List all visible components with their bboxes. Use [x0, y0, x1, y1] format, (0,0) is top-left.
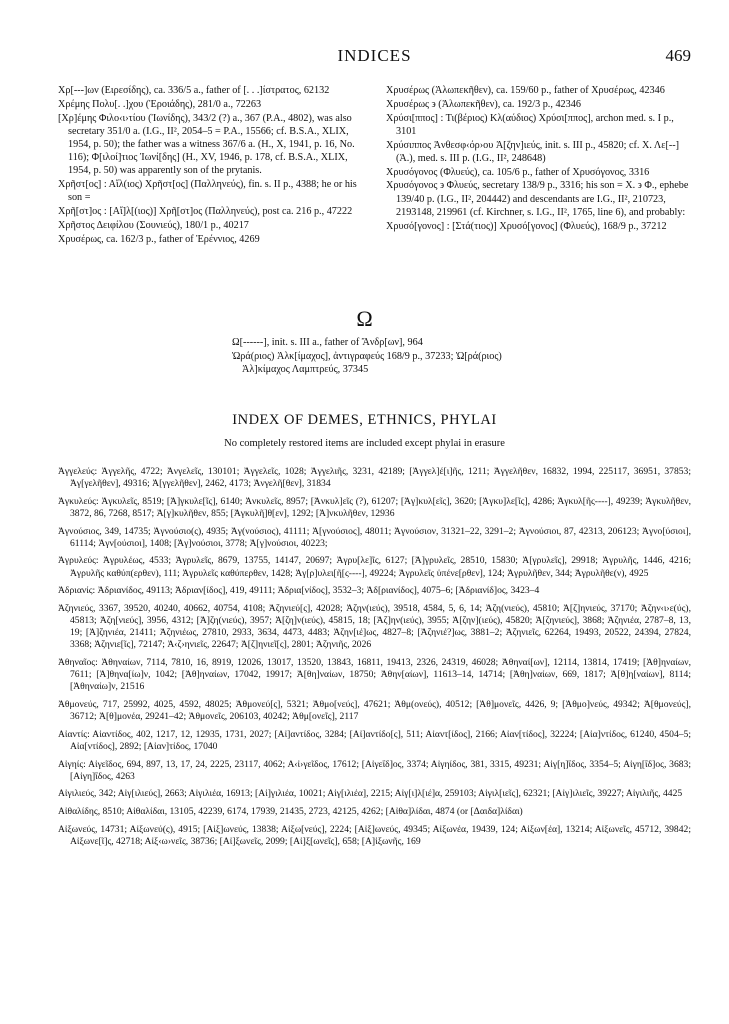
deme-entry: Ἀγρυλεύς: Ἀγρυλέως, 4533; Ἀγρυλεῖς, 8679, 13755, 14147, 20697; Ἀγρυ[λε]ῖς, 6127; [Ἀ]γρυλεῖς, 28510, 15830; Ἀ[γρυλεῖς], 29918; Ἀγρυλῆς, 1446, 4216; Ἀγρυλῆς καθύπ(ερθεν), 111; Ἀγρυλεῖς καθύπερθεν, 1428; Ἀγ[ρ]υλει[ῆ[ς----], 49224; Ἀγρυλεῖς ὑπένε[ρθεν], 124; Ἀγρυλῆθεν, 344; Ἀγρυλῆθε(ν), 4925 — [58, 555, 691, 579]
deme-entry: Ἀδριανίς: Ἀδριανίδος, 49113; Ἀδριαν[ίδος], 419, 49111; Ἀδρια[νίδος], 3532–3; Ἀδ[ριανίδος], 4075–6; [Ἀδριανίδ]ος, 3423–4 — [58, 585, 540, 597]
demes-index — [58, 466, 691, 853]
deme-entry: Ἀγγελεύς: Ἀγγελῆς, 4722; Ἀνγελεῖς, 130101; Ἀγγελεῖς, 1028; Ἀγγελιῆς, 3231, 42189; [Ἀγγελ]έ[ι]ῆς, 1211; Ἀγγελῆθεν, 16832, 1994, 225117, 36951, 37853; Ἀγ[γελῆθεν], 49316; Ἀ[γγελῆθεν], 2462, 4173; Ἀνγελῆ[θεν], 31834 — [58, 466, 691, 490]
deme-entry: Ἀθηναῖος: Ἀθηναίων, 7114, 7810, 16, 8919, 12026, 13017, 13520, 13843, 16811, 19413, 2326, 24319, 46028; Ἀθηναί[ων], 12114, 13814, 17419; [Ἀθ]ηναίων, 7611; [Ἀ]θηνα[ίω]ν, 1042; [Ἀθ]ηναίων, 17042, 19917; Ἀ[θη]ναίων, 18750; Ἀθην[αίων], 11613–14, 14714; [Ἀθη]ναίων, 669, 1817; Ἀ[θ]η[ναίων], 8114; [Ἀθηναίω]ν, 21516 — [58, 656, 691, 693]
index-entry: Χρυσέρως ϶ (Ἀλωπεκῆθεν), ca. 192/3 p., 42346 — [386, 98, 581, 110]
section-subtitle: No completely restored items are included except phylai in erasure — [224, 438, 505, 449]
left-column — [58, 84, 363, 296]
index-entry: Χρύσιππος Ἀνθεσφ‹όρ›ου Ἀ[ζην]ιεύς, init. s. III p., 45820; cf. Χ. Λε[--] (Ἀ.), med. s. III p. (I.G., II², 248648) — [386, 139, 680, 164]
index-entry: Χρύσι[ππος] : Τι(βέριος) Κλ(αύδιος) Χρύσι[ππος], archon med. s. I p., 3101 — [386, 112, 674, 137]
index-entry: Χρυσόγονος ϶ Φλυεύς, secretary 138/9 p., 3316; his son = Χ. ϶ Φ., ephebe 139/40 p. (I.G., II², 204442) and descendants are I.G., II², 210723, 2193148, 219961 (cf. Kirchner, s. I.G., II², 1765, line 6), and probably: — [386, 180, 689, 218]
deme-entry: Αἰγηίς: Αἰγεῖδος, 694, 897, 13, 17, 24, 2225, 23117, 4062; Α‹ἰ›γεῖδος, 17612; [Αἰγεΐδ]ος, 3374; Αἰγηίδος, 381, 3315, 49231; Αἰγ[η]ΐδος, 3354–5; Αἰγη[ΐδ]ος, 3683; [Αἰγη]ΐδος, 4263 — [58, 758, 691, 782]
index-entry: [Χρ]έμης Φιλο‹ι›τίου (Ἰωνίδης), 343/2 (?) a., 367 (P.A., 4802), was also secretary 351/0 a. (I.G., II², 2054–5 = P.A., 15566; cf. B.S.A., XLIX, 1954, p. 50); the father was a witness 367/6 a. (H., X, 1941, p. 16, No. 116); Φ[ιλοί]τιος Ἰωνί[δης] (H., XV, 1946, p. 178, cf. B.S.A., XLIX, 1954, p. 50) was apparently son of the prytanis. — [58, 112, 355, 177]
index-entry: Χρῆ[στ]ος : [Αἴ]λ[(ιος)] Χρῆ[στ]ος (Παλληνεύς), post ca. 216 p., 47222 — [58, 206, 353, 218]
deme-entry: Ἀγκυλεύς: Ἀγκυλεῖς, 8519; [Ἀ]γκυλε[ῖς], 6140; Ἀνκυλεῖς, 8957; [Ἀνκυλ]εῖς (?), 61207; [Ἀγ]κυλ[εῖς], 3620; [Ἀγκυ]λε[ῖς], 4286; Ἀγκυλ[ῆς----], 49239; Ἀγκυλῆθεν, 3872, 86, 7268, 8517; Ἀ[γ]κυλῆθεν, 855; [Ἀγκυλῆ]θ[εν], 1292; [Ἀ]νκυλῆθεν, 12936 — [58, 495, 691, 519]
index-entry: Χρυσέρως (Ἀλωπεκῆθεν), ca. 159/60 p., father of Χρυσέρως, 42346 — [386, 85, 665, 96]
page-header — [58, 46, 691, 74]
deme-entry: Αἰαντίς: Αἰαντίδος, 402, 1217, 12, 12935, 1731, 2027; [Αἰ]αντίδος, 3284; [Αἰ]αντίδο[ς], 511; Αἰαντ[ίδος], 2166; Αἰαν[τίδος], 32224; [Αἰα]ντίδος, 61240, 4504–5; Αἰα[ντίδος], 2892; [Αἰαν]τίδος, 17040 — [58, 728, 691, 752]
deme-entry: Αἰθαλίδης, 8510; Αἰθαλίδαι, 13105, 42239, 6174, 17939, 21435, 2723, 42125, 4262; [Αἰθα]λίδαι, 4874 (or [Δαιδα]λίδαι) — [58, 805, 523, 817]
omega-letter-heading: Ω — [356, 306, 373, 331]
index-entry: Χρέμης Πολυ[. .]χου (Ἐροιάδης), 281/0 a., 72263 — [58, 98, 262, 110]
deme-entry: Ἀθμονεύς, 717, 25992, 4025, 4592, 48025; Ἀθμονεύ[ς], 5321; Ἀθμο[νεύς], 47621; Ἀθμ(ονεύς), 40512; [Ἀθ]μονεῖς, 4426, 9; [Ἀθμο]νεύς, 49342; Ἀ[θμονεύς], 36712; Ἀ[θ]μονέα, 29241–42; Ἀθμονεῖς, 206103, 40242; Ἀθμ[ονεῖς], 2117 — [58, 698, 691, 723]
index-entry: Ω[------], init. s. III a., father of Ἄνδρ[ων], 964 — [232, 337, 423, 348]
running-head: INDICES — [337, 46, 412, 65]
page-number: 469 — [665, 46, 691, 65]
index-entry: Χρῆστ[ος] : Αἴλ(ιος) Χρῆστ[ος] (Παλληνεύς), fin. s. II p., 4388; he or his son = — [58, 179, 357, 204]
section-title: INDEX OF DEMES, ETHNICS, PHYLAI — [232, 412, 497, 428]
two-column-index — [58, 84, 691, 296]
index-entry: Ὡρά(ριος) Ἀλκ[ίμαχος], ἀντιγραφεύς 168/9 p., 37233; Ὡ[ρά(ριος) Ἀλ]κίμαχος Λαμπτρεύς, 37345 — [232, 350, 502, 375]
deme-entry: Αἰγιλιεύς, 342; Αἰγ[ιλιεύς], 2663; Αἰγιλιέα, 16913; [Αἰ]γιλιέα, 10021; Αἰγ[ιλιέα], 2215; Αἰγ[ι]λ[ιέ]α, 259103; Αἰγιλ[ιεῖς], 62321; [Αἰγ]ιλιεῖς, 39227; Αἰγιλιῆς, 4425 — [58, 788, 683, 800]
deme-entry: Ἀζηνιεύς, 3367, 39520, 40240, 40662, 40754, 4108; Ἀζηνιεύ[ς], 42028; Ἀζην(ιεύς), 39518, 4584, 5, 6, 14; Ἀζη(νιεύς), 45810; Ἀ[ζ]ηνιεύς, 37170; Ἀζην‹ι›ε(ύς), 45813; Ἀζη[νιεύς], 3956, 4312; [Ἀ]ζη(νιεύς), 3957; Ἀ[ζη]ν(ιεύς), 45815, 18; [Ἀζ]ην(ιεύς), 3955; Ἀ[ζην](ιεύς), 45820; Ἀ[ζηνιεύς], 3868; Ἀζηνιέα, 2787–8, 13, 19; [Ἀ]ζηνιέα, 21411; Ἀζηνιέως, 27810, 2933, 3634, 4473, 4483; Ἀζην[ιέ]ως, 4827–8; [Ἀζηνιέ?]ως, 3881–2; Ἀζηνιεῖς, 62264, 19493, 20522, 24394, 27824, 3368; Ἀζηνιε[ῖς], 72147; Ἀ‹ζ›ηνιεῖς, 22647; Ἀ[ζ]ηνιεῖ[ς], 2801; Ἀζηνιῆς, 2026 — [58, 602, 691, 651]
index-entry: Χρυσό[γονος] : [Στά(τιος)] Χρυσό[γονος] (Φλυεύς), 168/9 p., 37212 — [386, 220, 667, 232]
index-entry: Χρ[---]ων (Ειρεσίδης), ca. 336/5 a., father of [. . .]ίστρατος, 62132 — [58, 85, 330, 96]
index-entry: Χρυσόγονος (Φλυεύς), ca. 105/6 p., father of Χρυσόγονος, 3316 — [386, 166, 650, 178]
omega-entries — [232, 336, 532, 377]
deme-entry: Ἀγνούσιος, 349, 14735; Ἀγνούσιο(ς), 4935; Ἀγ(νούσιος), 41111; Ἀ[γνούσιος], 48011; Ἀγνούσιον, 31321–22, 3291–2; Ἀγνούσιοι, 87, 42313, 206123; Ἀγνο[ύσιοι], 61114; Ἀγν[ούσιοι], 1408; [Ἀγ]νούσιοι, 3778; Ἀ[γ]νούσιοι, 40223; — [58, 525, 691, 549]
index-entry: Χρῆστος Δειφίλου (Σουνιεύς), 180/1 p., 40217 — [58, 220, 249, 231]
right-column — [386, 84, 691, 296]
index-entry: Χρυσέρως, ca. 162/3 p., father of Ἐρέννιος, 4269 — [58, 233, 260, 245]
deme-entry: Αἰξωνεύς, 14731; Αἰξωνεύ(ς), 4915; [Αἰξ]ωνεύς, 13838; Αἰξω[νεύς], 2224; [Αἰξ]ωνεύς, 49345; Αἰξωνέα, 19439, 124; Αἰξων[έα], 13214; Αἰξωνεῖς, 45712, 39842; Αἰξωνε[ῖ]ς, 42718; Αἰξ‹ω›νεῖς, 38736; [Αἰ]ξωνεῖς, 2099; [Αἰ]ξ[ωνεῖς], 658; [Α]ἰξωνῆς, 169 — [58, 823, 691, 847]
